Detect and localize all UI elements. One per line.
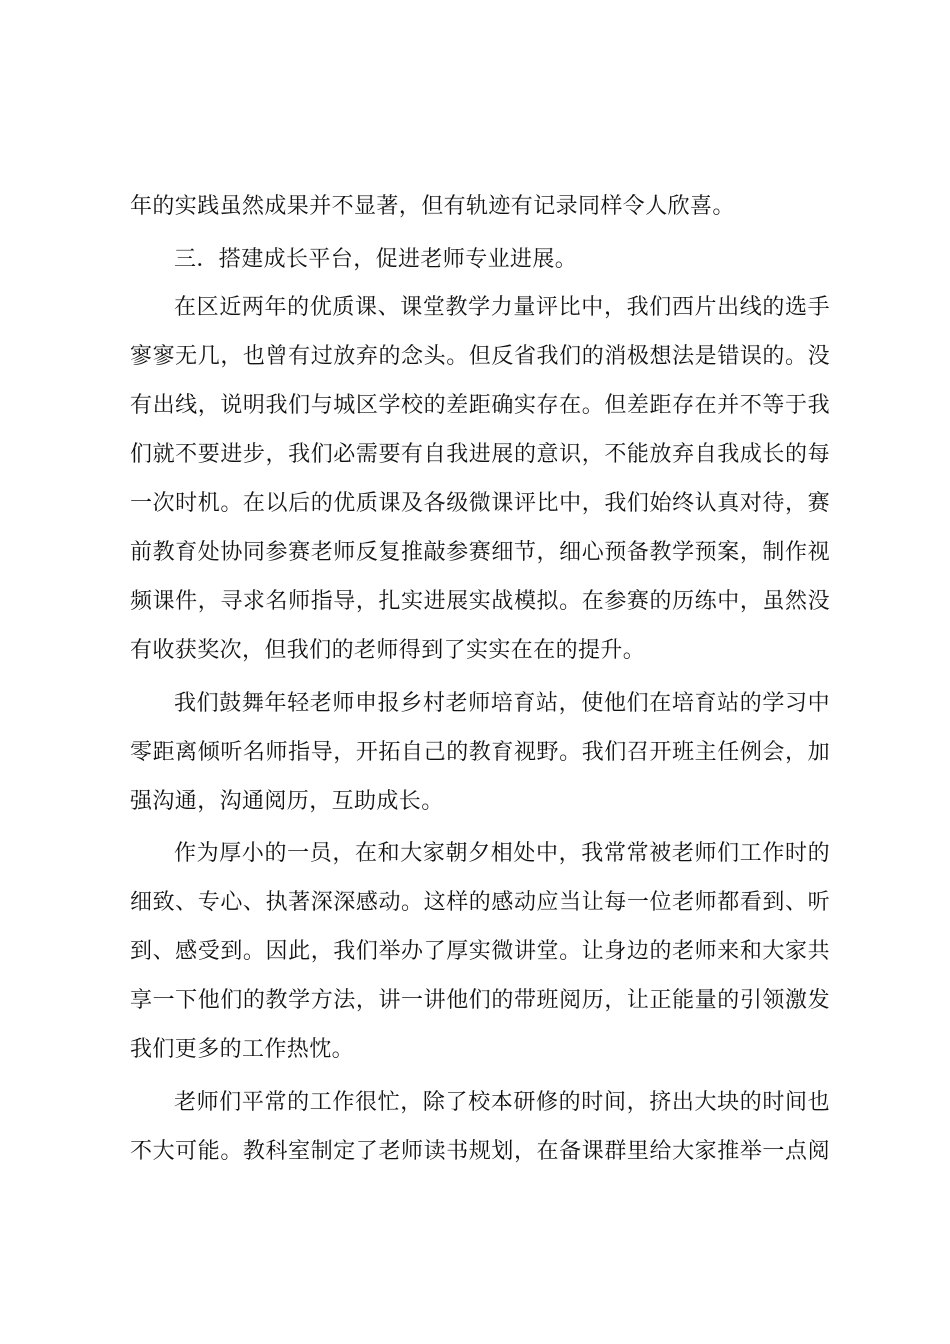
text-line: 我们鼓舞年轻老师申报乡村老师培育站，使他们在培育站的学习中 bbox=[174, 691, 830, 716]
text-line: 强沟通，沟通阅历，互助成长。 bbox=[130, 789, 444, 814]
text-line: 享一下他们的教学方法，讲一讲他们的带班阅历，让正能量的引领激发 bbox=[130, 988, 830, 1013]
text-line: 细致、专心、执著深深感动。这样的感动应当让每一位老师都看到、听 bbox=[130, 890, 830, 915]
text-line: 频课件，寻求名师指导，扎实进展实战模拟。在参赛的历练中，虽然没 bbox=[130, 589, 830, 614]
section-heading: 三．搭建成长平台，促进老师专业进展。 bbox=[174, 247, 578, 272]
text-line: 作为厚小的一员，在和大家朝夕相处中，我常常被老师们工作时的 bbox=[174, 841, 830, 866]
text-line: 不大可能。教科室制定了老师读书规划，在备课群里给大家推举一点阅 bbox=[130, 1139, 830, 1164]
text-line: 零距离倾听名师指导，开拓自己的教育视野。我们召开班主任例会，加 bbox=[130, 740, 830, 765]
text-line: 我们更多的工作热忱。 bbox=[130, 1037, 355, 1062]
text-line: 们就不要进步，我们必需要有自我进展的意识，不能放弃自我成长的每 bbox=[130, 442, 830, 467]
text-line: 到、感受到。因此，我们举办了厚实微讲堂。让身边的老师来和大家共 bbox=[130, 939, 830, 964]
text-line: 寥寥无几，也曾有过放弃的念头。但反省我们的消极想法是错误的。没 bbox=[130, 344, 830, 369]
text-line: 在区近两年的优质课、课堂教学力量评比中，我们西片出线的选手 bbox=[174, 295, 830, 320]
text-line: 有出线，说明我们与城区学校的差距确实存在。但差距存在并不等于我 bbox=[130, 393, 830, 418]
text-line: 一次时机。在以后的优质课及各级微课评比中，我们始终认真对待，赛 bbox=[130, 491, 830, 516]
text-line: 有收获奖次，但我们的老师得到了实实在在的提升。 bbox=[130, 638, 646, 663]
text-line: 前教育处协同参赛老师反复推敲参赛细节，细心预备教学预案，制作视 bbox=[130, 540, 830, 565]
text-line: 老师们平常的工作很忙，除了校本研修的时间，挤出大块的时间也 bbox=[174, 1090, 830, 1115]
text-line: 年的实践虽然成果并不显著，但有轨迹有记录同样令人欣喜。 bbox=[130, 194, 735, 219]
